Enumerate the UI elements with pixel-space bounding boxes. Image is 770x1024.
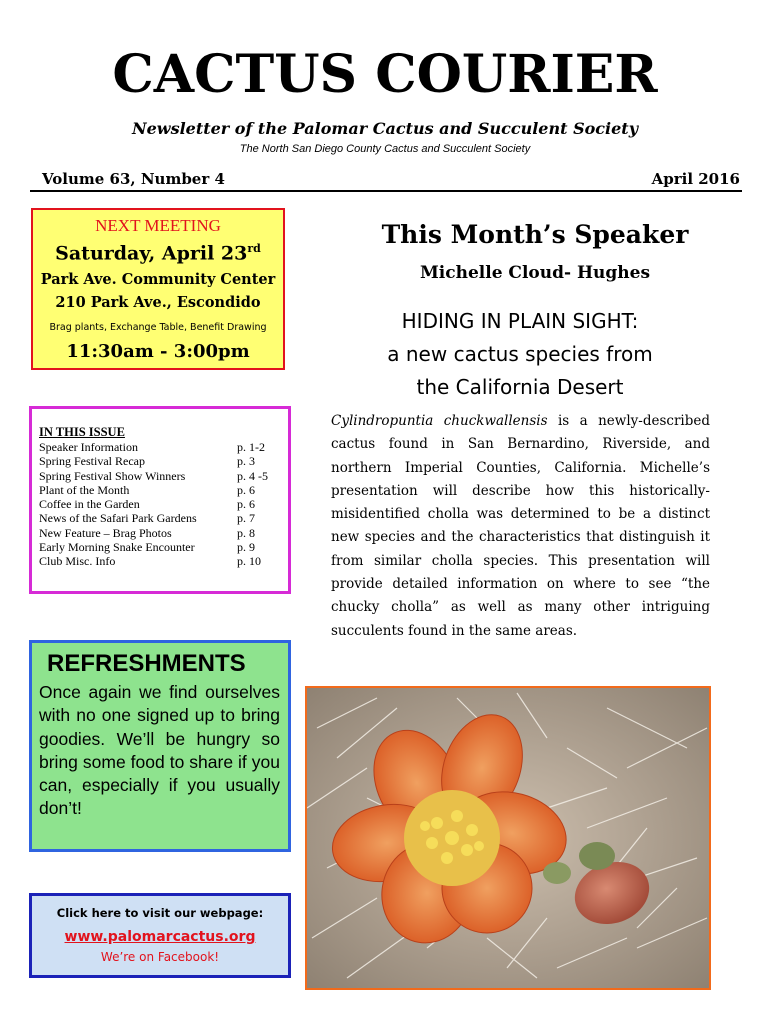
talk-title-line-1: HIDING IN PLAIN SIGHT: [401,309,639,333]
cactus-flower-image [307,688,709,988]
refreshments-heading: REFRESHMENTS [47,650,246,677]
refreshments-text: Once again we find ourselves with no one signed up to bring goodies. We’ll be hungry so bring some food to share if you can, especially if you usually don’t! [39,682,280,819]
speaker-name: Michelle Cloud- Hughes [419,263,651,283]
website-link[interactable]: www.palomarcactus.org [64,929,256,945]
newsletter-subtitle: Newsletter of the Palomar Cactus and Succulent Society [132,119,638,138]
facebook-link[interactable]: We’re on Facebook! [100,950,220,964]
contents-item [39,483,288,497]
contents-item-page: p. 8 [237,525,255,540]
contents-item [39,511,288,525]
meeting-date-main: Saturday, April 23 [55,242,248,265]
contents-item-page: p. 1-2 [237,440,265,454]
meeting-extras: Brag plants, Exchange Table, Benefit Drawing [49,322,267,334]
contents-item [39,497,288,511]
talk-title-line-2: a new cactus species from [387,342,653,366]
contents-item [39,454,288,468]
meeting-venue-address: 210 Park Ave., Escondido [55,294,261,312]
contents-item-title: Early Morning Snake Encounter [39,540,195,555]
header-divider [30,190,742,192]
website-box[interactable] [29,893,291,978]
talk-title [300,305,740,404]
meeting-date [33,242,283,264]
meeting-date-suffix: rd [247,242,261,255]
contents-item [39,440,288,454]
contents-item [39,526,288,540]
contents-item-page: p. 6 [237,497,255,512]
talk-description [331,410,710,643]
contents-list [39,440,288,569]
contents-item-page: p. 3 [237,454,255,469]
next-meeting-label: NEXT MEETING [95,216,221,235]
newsletter-tagline: The North San Diego County Cactus and Succulent Society [239,143,531,155]
contents-item-page: p. 4 -5 [237,468,268,483]
contents-item-title: Spring Festival Show Winners [39,468,186,483]
contents-item [39,554,288,568]
contents-item-title: Coffee in the Garden [39,497,140,512]
contents-item-title: News of the Safari Park Gardens [39,511,197,526]
volume-number: Volume 63, Number 4 [42,170,225,188]
talk-title-line-3: the California Desert [416,375,624,399]
contents-item [39,469,288,483]
contents-item-title: Plant of the Month [39,482,130,497]
website-prompt[interactable]: Click here to visit our webpage: [56,906,264,920]
table-of-contents [29,406,291,594]
contents-item-page: p. 9 [237,540,255,555]
contents-item-title: New Feature – Brag Photos [39,525,172,540]
meeting-time: 11:30am - 3:00pm [66,341,250,363]
species-name: Cylindropuntia chuckwallensis [331,413,548,429]
talk-description-text: is a newly-described cactus found in San Bernardino, Riverside, and northern Imperial Counties, California. Michelle’s presentation will describe how this historically-misidentified cholla was determined to be a distinct new species and the characteristics that distinguish it from similar cholla species. This presentation will provide detailed information on where to see “the chucky cholla” as well as many other intriguing succulents found in the same areas. [331,413,710,639]
speaker-heading: This Month’s Speaker [381,220,689,249]
contents-item-title: Speaker Information [39,440,138,454]
contents-item [39,540,288,554]
contents-item-page: p. 7 [237,511,255,526]
next-meeting-box [31,208,285,370]
newsletter-title: CACTUS COURIER [112,44,658,105]
contents-item-page: p. 6 [237,482,255,497]
meeting-venue-name: Park Ave. Community Center [40,271,276,289]
contents-heading: IN THIS ISSUE [39,425,125,439]
contents-item-title: Spring Festival Recap [39,454,145,469]
cactus-flower-photo [305,686,711,990]
refreshments-box [29,640,291,852]
meeting-venue [33,268,283,314]
issue-date: April 2016 [651,170,740,188]
contents-item-title: Club Misc. Info [39,554,116,569]
contents-item-page: p. 10 [237,554,261,569]
